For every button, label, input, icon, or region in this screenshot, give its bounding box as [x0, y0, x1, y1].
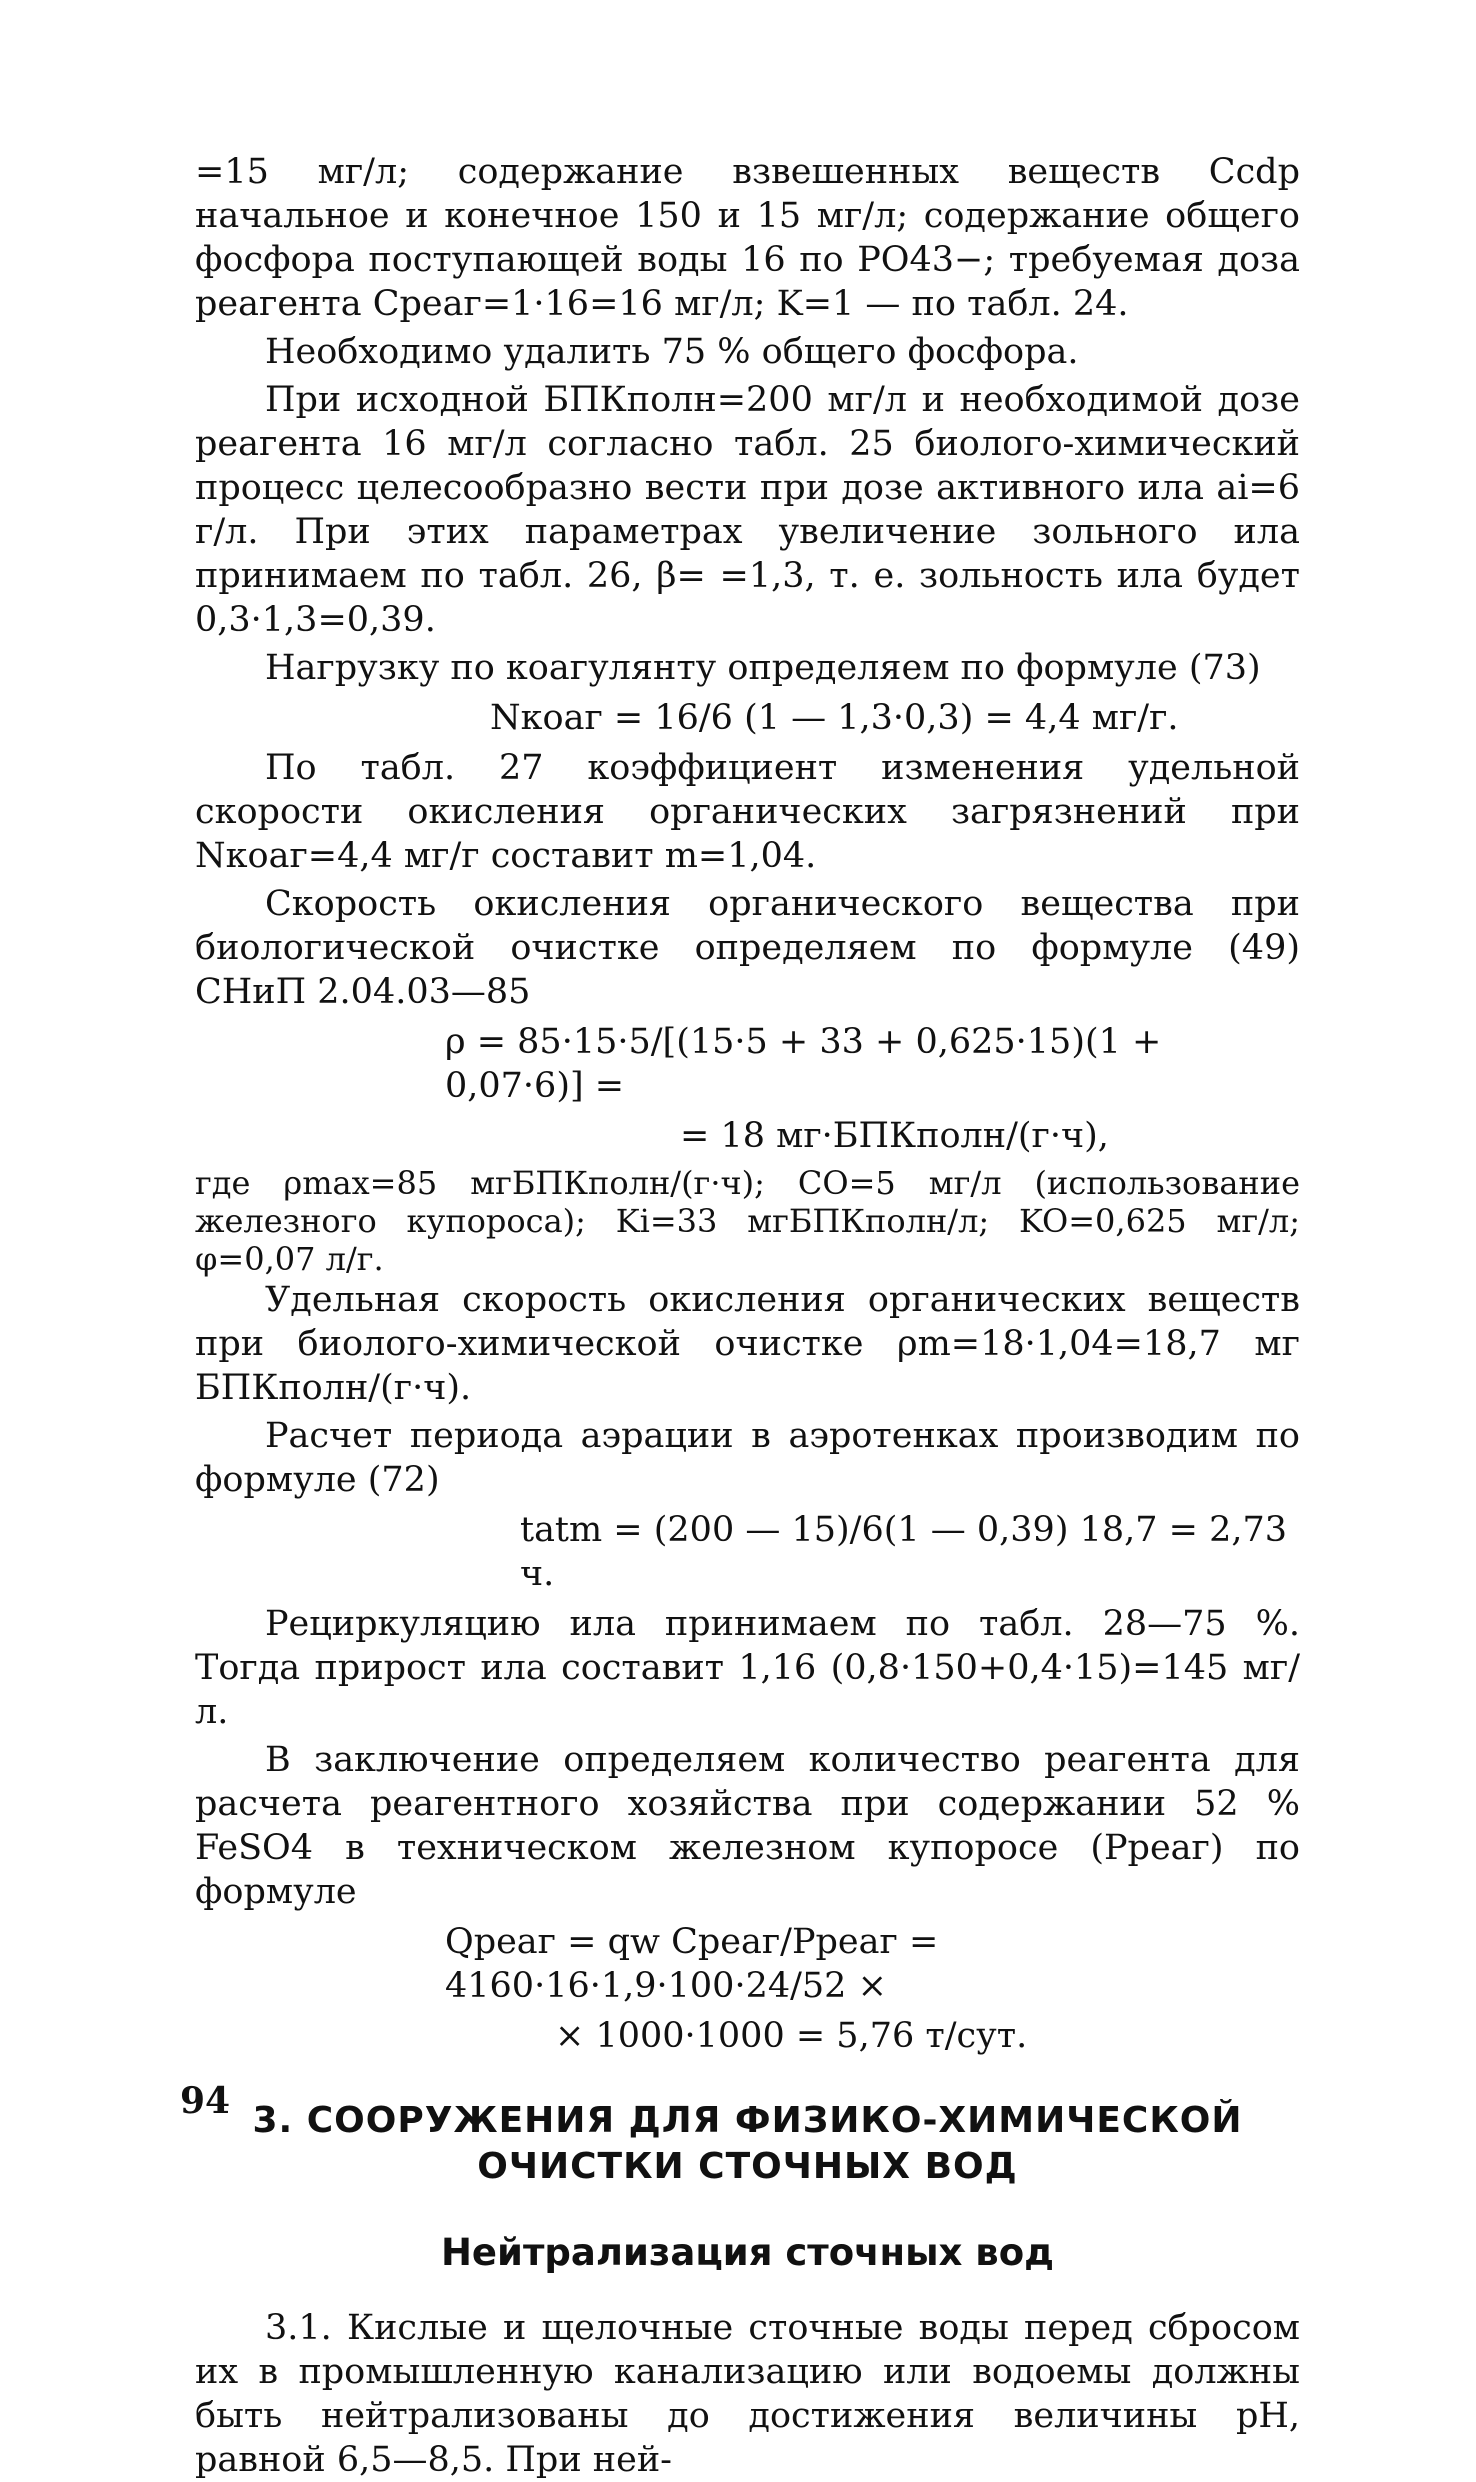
paragraph-7: где ρmax=85 мгБПКполн/(г·ч); CO=5 мг/л (использование железного купороса); Ki=33 мгБПКполн/л; KO=0,625 мг/л; φ=0,07 л/г.	[195, 1164, 1300, 1278]
paragraph-9: Расчет периода аэрации в аэротенках производим по формуле (72)	[195, 1416, 1300, 1500]
section-heading-line2: ОЧИСТКИ СТОЧНЫХ ВОД	[477, 2146, 1018, 2187]
formula-n-koag: Nкоаг = 16/6 (1 — 1,3·0,3) = 4,4 мг/г.	[490, 698, 1179, 738]
subsection-heading: Нейтрализация сточных вод	[440, 2231, 1055, 2274]
paragraph-10: Рециркуляцию ила принимаем по табл. 28—75 %. Тогда прирост ила составит 1,16 (0,8·150+0,4·15)=145 мг/л.	[195, 1604, 1300, 1732]
paragraph-6: Скорость окисления органического вещества при биологической очистке определяем по формуле (49) СНиП 2.04.03—85	[195, 884, 1300, 1012]
formula-rho-line2: = 18 мг·БПКполн/(г·ч),	[680, 1116, 1109, 1156]
paragraph-1: =15 мг/л; содержание взвешенных веществ Cсdр начальное и конечное 150 и 15 мг/л; содержание общего фосфора поступающей воды 16 по PO43−; требуемая доза реагента Cреаг=1·16=16 мг/л; K=1 — по табл. 24.	[195, 152, 1300, 324]
paragraph-5: По табл. 27 коэффициент изменения удельной скорости окисления органических загрязнений при Nкоаг=4,4 мг/г составит m=1,04.	[195, 748, 1300, 876]
paragraph-12: 3.1. Кислые и щелочные сточные воды перед сбросом их в промышленную канализацию или водоемы должны быть нейтрализованы до достижения величины pH, равной 6,5—8,5. При ней-	[195, 2308, 1300, 2480]
section-heading	[195, 2098, 1300, 2190]
formula-tatm: tatm = (200 — 15)/6(1 — 0,39) 18,7 = 2,73 ч.	[520, 1510, 1288, 1594]
paragraph-2: Необходимо удалить 75 % общего фосфора.	[265, 332, 1079, 372]
body-text	[195, 150, 1300, 2482]
formula-q-reag-line2: × 1000·1000 = 5,76 т/сут.	[555, 2016, 1028, 2056]
paragraph-11: В заключение определяем количество реагента для расчета реагентного хозяйства при содержании 52 % FeSO4 в техническом железном купоросе (Pреаг) по формуле	[195, 1740, 1300, 1912]
paragraph-8: Удельная скорость окисления органических веществ при биолого-химической очистке ρm=18·1,04=18,7 мг БПКполн/(г·ч).	[195, 1280, 1300, 1408]
page-number: 94	[180, 2080, 231, 2122]
section-heading-line1: 3. СООРУЖЕНИЯ ДЛЯ ФИЗИКО-ХИМИЧЕСКОЙ	[252, 2100, 1243, 2141]
formula-rho-line1: ρ = 85·15·5/[(15·5 + 33 + 0,625·15)(1 + 0,07·6)] =	[445, 1022, 1162, 1106]
formula-q-reag-line1: Qреаг = qw Cреаг/Pреаг = 4160·16·1,9·100·24/52 ×	[445, 1922, 939, 2006]
paragraph-4: Нагрузку по коагулянту определяем по формуле (73)	[265, 648, 1261, 688]
paragraph-3: При исходной БПКполн=200 мг/л и необходимой дозе реагента 16 мг/л согласно табл. 25 биолого-химический процесс целесообразно вести при дозе активного ила ai=6 г/л. При этих параметрах увеличение зольного ила принимаем по табл. 26, β= =1,3, т. е. зольность ила будет 0,3·1,3=0,39.	[195, 380, 1300, 640]
